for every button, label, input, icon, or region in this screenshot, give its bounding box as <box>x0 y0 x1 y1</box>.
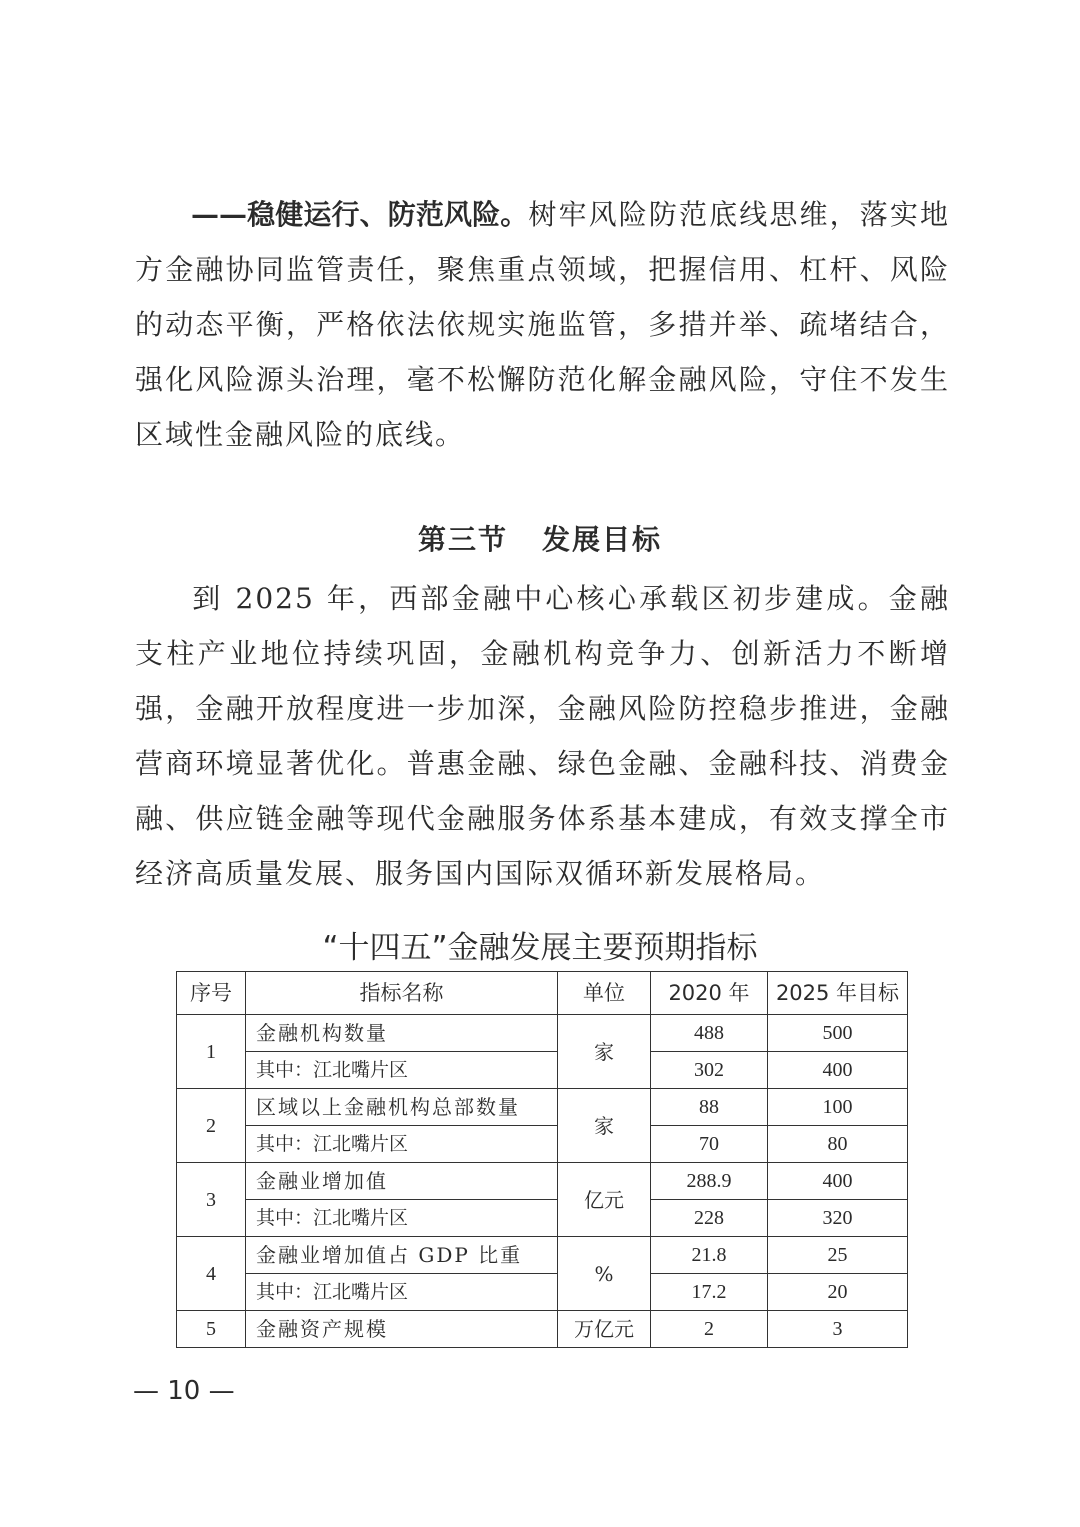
cell-2020: 228 <box>651 1200 768 1237</box>
cell-2025: 25 <box>768 1237 908 1274</box>
cell-indicator-name: 其中：江北嘴片区 <box>246 1126 558 1163</box>
header-cell-name: 指标名称 <box>246 972 558 1015</box>
paragraph-development-goals <box>135 571 950 901</box>
cell-indicator-name: 其中：江北嘴片区 <box>246 1052 558 1089</box>
cell-indicator-name: 金融资产规模 <box>246 1311 558 1348</box>
cell-indicator-name: 金融业增加值占 GDP 比重 <box>246 1237 558 1274</box>
cell-indicator-name: 其中：江北嘴片区 <box>246 1274 558 1311</box>
cell-2020: 488 <box>651 1015 768 1052</box>
paragraph-lead-heading: ——稳健运行、防范风险。 <box>191 198 529 231</box>
cell-no: 1 <box>177 1015 246 1089</box>
cell-2020: 288.9 <box>651 1163 768 1200</box>
cell-indicator-name: 金融机构数量 <box>246 1015 558 1052</box>
cell-2025: 3 <box>768 1311 908 1348</box>
cell-unit: 家 <box>558 1089 651 1163</box>
cell-no: 4 <box>177 1237 246 1311</box>
table-row <box>177 1274 908 1311</box>
cell-no: 5 <box>177 1311 246 1348</box>
cell-2025: 400 <box>768 1163 908 1200</box>
cell-2020: 21.8 <box>651 1237 768 1274</box>
table-row <box>177 1089 908 1126</box>
section-heading <box>0 518 1080 562</box>
cell-2020: 2 <box>651 1311 768 1348</box>
table-row <box>177 1126 908 1163</box>
cell-2020: 17.2 <box>651 1274 768 1311</box>
page-number: — 10 — <box>133 1376 235 1406</box>
cell-2020: 302 <box>651 1052 768 1089</box>
section-title-text: 发展目标 <box>542 523 663 556</box>
paragraph-risk-prevention <box>135 187 950 462</box>
cell-2025: 400 <box>768 1052 908 1089</box>
table-row <box>177 1163 908 1200</box>
cell-no: 3 <box>177 1163 246 1237</box>
cell-2020: 88 <box>651 1089 768 1126</box>
header-cell-no: 序号 <box>177 972 246 1015</box>
cell-2025: 320 <box>768 1200 908 1237</box>
cell-unit: % <box>558 1237 651 1311</box>
cell-unit: 家 <box>558 1015 651 1089</box>
cell-2025: 80 <box>768 1126 908 1163</box>
cell-2020: 70 <box>651 1126 768 1163</box>
indicators-table <box>176 971 908 1348</box>
table-header-row <box>177 972 908 1015</box>
table-title: “十四五”金融发展主要预期指标 <box>322 930 758 966</box>
table-row <box>177 1237 908 1274</box>
cell-unit: 万亿元 <box>558 1311 651 1348</box>
cell-unit: 亿元 <box>558 1163 651 1237</box>
header-cell-2025: 2025 年目标 <box>768 972 908 1015</box>
cell-2025: 500 <box>768 1015 908 1052</box>
cell-indicator-name: 金融业增加值 <box>246 1163 558 1200</box>
paragraph-body: 到 2025 年，西部金融中心核心承载区初步建成。金融支柱产业地位持续巩固，金融机构竞争力、创新活力不断增强，金融开放程度进一步加深，金融风险防控稳步推进，金融营商环境显著优化。普惠金融、绿色金融、金融科技、消费金融、供应链金融等现代金融服务体系基本建成，有效支撑全市经济高质量发展、服务国内国际双循环新发展格局。 <box>135 582 950 890</box>
section-number: 第三节 <box>417 523 508 556</box>
table-row <box>177 1052 908 1089</box>
table-row <box>177 1015 908 1052</box>
table-row <box>177 1200 908 1237</box>
header-cell-unit: 单位 <box>558 972 651 1015</box>
cell-2025: 20 <box>768 1274 908 1311</box>
header-cell-2020: 2020 年 <box>651 972 768 1015</box>
cell-indicator-name: 其中：江北嘴片区 <box>246 1200 558 1237</box>
cell-2025: 100 <box>768 1089 908 1126</box>
paragraph-body: 树牢风险防范底线思维，落实地方金融协同监管责任，聚焦重点领域，把握信用、杠杆、风险的动态平衡，严格依法依规实施监管，多措并举、疏堵结合，强化风险源头治理，毫不松懈防范化解金融风险，守住不发生区域性金融风险的底线。 <box>135 198 950 451</box>
cell-indicator-name: 区域以上金融机构总部数量 <box>246 1089 558 1126</box>
cell-no: 2 <box>177 1089 246 1163</box>
table-row <box>177 1311 908 1348</box>
